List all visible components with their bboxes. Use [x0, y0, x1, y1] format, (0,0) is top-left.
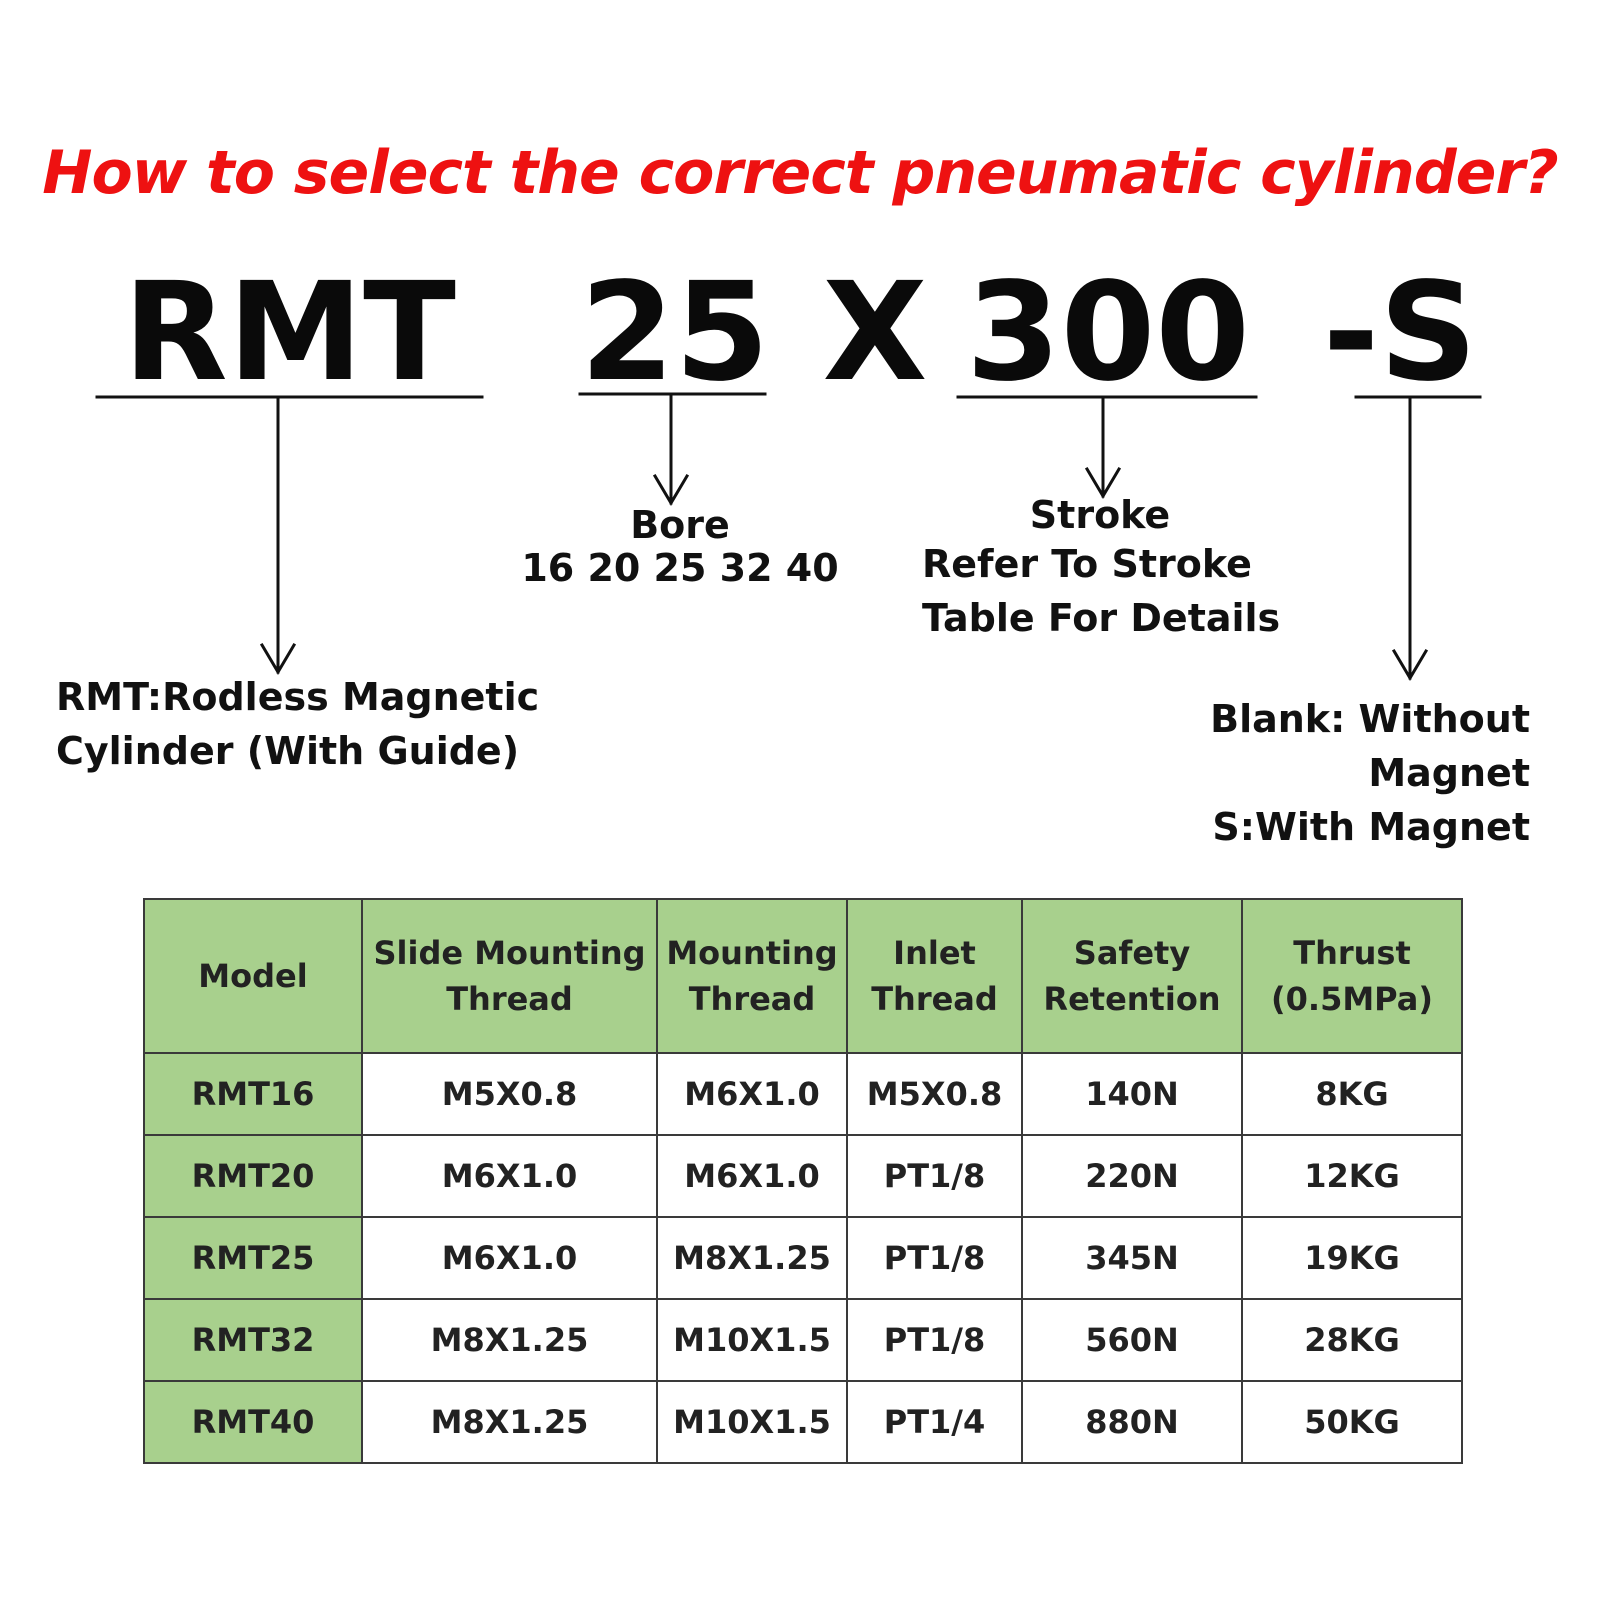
code-stroke: 300: [966, 254, 1250, 412]
cell-safety-retention: 345N: [1022, 1217, 1242, 1299]
table-header-row: [144, 899, 1462, 1053]
header-thrust: Thrust (0.5MPa): [1242, 899, 1462, 1053]
table-row: [144, 1299, 1462, 1381]
cell-thrust: 28KG: [1242, 1299, 1462, 1381]
cell-safety-retention: 560N: [1022, 1299, 1242, 1381]
header-slide-mounting-thread: Slide Mounting Thread: [362, 899, 657, 1053]
cell-mounting-thread: M8X1.25: [657, 1217, 847, 1299]
header-mounting-thread: Mounting Thread: [657, 899, 847, 1053]
bore-title: Bore: [630, 503, 730, 547]
cell-slide-mounting-thread: M5X0.8: [362, 1053, 657, 1135]
cell-inlet-thread: M5X0.8: [847, 1053, 1022, 1135]
cell-model: RMT32: [144, 1299, 362, 1381]
magnet-desc-line3: S:With Magnet: [1212, 805, 1530, 849]
stroke-detail-line2: Table For Details: [922, 596, 1281, 640]
cell-thrust: 8KG: [1242, 1053, 1462, 1135]
cell-safety-retention: 140N: [1022, 1053, 1242, 1135]
cell-thrust: 50KG: [1242, 1381, 1462, 1463]
header-inlet-thread: Inlet Thread: [847, 899, 1022, 1053]
cell-mounting-thread: M10X1.5: [657, 1381, 847, 1463]
header-safety-retention: Safety Retention: [1022, 899, 1242, 1053]
magnet-desc-line1: Blank: Without: [1210, 697, 1530, 741]
cell-inlet-thread: PT1/8: [847, 1299, 1022, 1381]
cell-thrust: 19KG: [1242, 1217, 1462, 1299]
cell-mounting-thread: M10X1.5: [657, 1299, 847, 1381]
series-desc-line2: Cylinder (With Guide): [56, 729, 520, 773]
table-row: [144, 1053, 1462, 1135]
header-model: Model: [144, 899, 362, 1053]
cell-inlet-thread: PT1/4: [847, 1381, 1022, 1463]
cell-inlet-thread: PT1/8: [847, 1135, 1022, 1217]
cell-slide-mounting-thread: M6X1.0: [362, 1135, 657, 1217]
cell-inlet-thread: PT1/8: [847, 1217, 1022, 1299]
table-row: [144, 1217, 1462, 1299]
code-suffix: -S: [1322, 254, 1478, 412]
cell-slide-mounting-thread: M6X1.0: [362, 1217, 657, 1299]
code-separator: X: [822, 254, 928, 412]
stroke-detail-line1: Refer To Stroke: [922, 542, 1252, 586]
stroke-title: Stroke: [1029, 493, 1171, 537]
cell-safety-retention: 220N: [1022, 1135, 1242, 1217]
series-desc-line1: RMT:Rodless Magnetic: [56, 675, 540, 719]
cell-model: RMT25: [144, 1217, 362, 1299]
cell-safety-retention: 880N: [1022, 1381, 1242, 1463]
table-row: [144, 1381, 1462, 1463]
cell-slide-mounting-thread: M8X1.25: [362, 1299, 657, 1381]
page-title: How to select the correct pneumatic cylinder?: [42, 138, 1558, 208]
cell-model: RMT20: [144, 1135, 362, 1217]
code-bore: 25: [580, 254, 770, 412]
cell-model: RMT16: [144, 1053, 362, 1135]
magnet-desc-line2: Magnet: [1368, 751, 1530, 795]
code-series: RMT: [123, 254, 456, 412]
bore-values: 16 20 25 32 40: [521, 546, 839, 590]
cell-mounting-thread: M6X1.0: [657, 1135, 847, 1217]
cell-model: RMT40: [144, 1381, 362, 1463]
table-row: [144, 1135, 1462, 1217]
spec-table: [143, 898, 1463, 1464]
cell-thrust: 12KG: [1242, 1135, 1462, 1217]
cell-mounting-thread: M6X1.0: [657, 1053, 847, 1135]
cell-slide-mounting-thread: M8X1.25: [362, 1381, 657, 1463]
